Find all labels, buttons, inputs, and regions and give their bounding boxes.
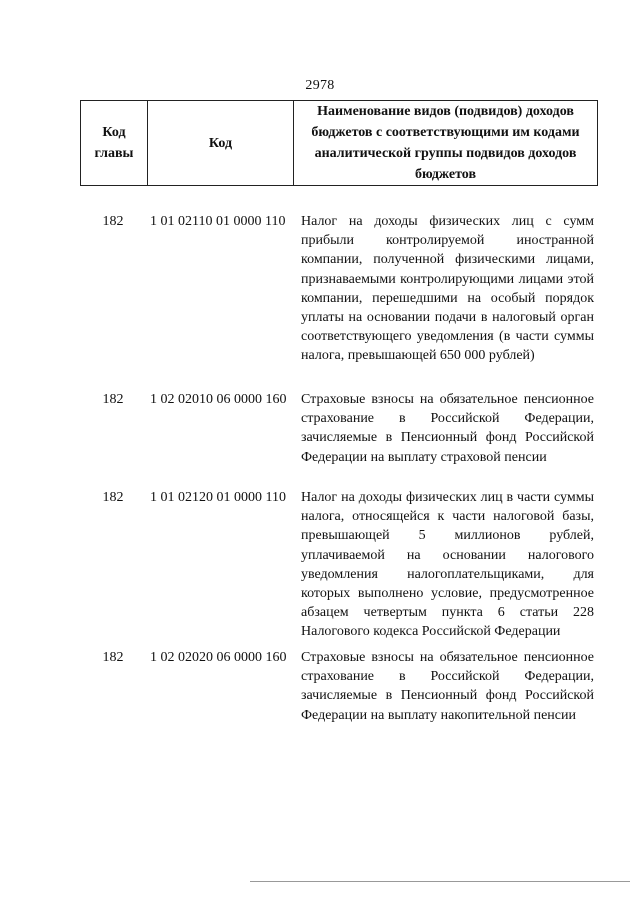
row-income-name: Страховые взносы на обязательное пенсионное страхование в Российской Федерации, зачисляемые в Пенсионный фонд Российской Федерации на выплату накопительной пенсии <box>301 650 594 723</box>
row-glava-code: 182 <box>102 650 124 665</box>
row-income-code: 1 02 02020 06 0000 160 <box>150 650 287 665</box>
header-code: Код <box>147 101 293 185</box>
row-income-name: Налог на доходы физических лиц в части суммы налога, относящейся к части налоговой базы, превышающей 5 миллионов рублей, уплачиваемой на основании налогового уведомления налогоплательщиками, для которых выполнено условие, предусмотренное абзацем четвертым пункта 6 статьи 228 Налогового кодекса Российской Федерации <box>301 490 594 640</box>
row-income-code: 1 02 02010 06 0000 160 <box>150 392 287 407</box>
row-income-code: 1 01 02120 01 0000 110 <box>150 490 286 505</box>
row-glava-code: 182 <box>102 214 124 229</box>
header-glava-code: Код главы <box>94 125 134 161</box>
row-income-code: 1 01 02110 01 0000 110 <box>150 214 286 229</box>
scan-edge-line <box>250 881 630 882</box>
row-glava-code: 182 <box>102 490 124 505</box>
page-number: 2978 <box>305 78 335 93</box>
row-glava-code: 182 <box>102 392 124 407</box>
row-income-name: Страховые взносы на обязательное пенсионное страхование в Российской Федерации, зачисляемые в Пенсионный фонд Российской Федерации на выплату страховой пенсии <box>301 392 594 465</box>
header-name: Наименование видов (подвидов) доходов бюджетов с соответствующими им кодами аналитической группы подвидов доходов бюджетов <box>293 101 597 185</box>
row-income-name: Налог на доходы физических лиц с сумм прибыли контролируемой иностранной компании, полученной физическими лицами, признаваемыми контролирующими лицами этой компании, перешедшими на особый порядок уплаты на основании подачи в налоговый орган соответствующего уведомления (в части суммы налога, превышающей 650 000 рублей) <box>301 214 594 364</box>
table-header <box>80 100 598 186</box>
